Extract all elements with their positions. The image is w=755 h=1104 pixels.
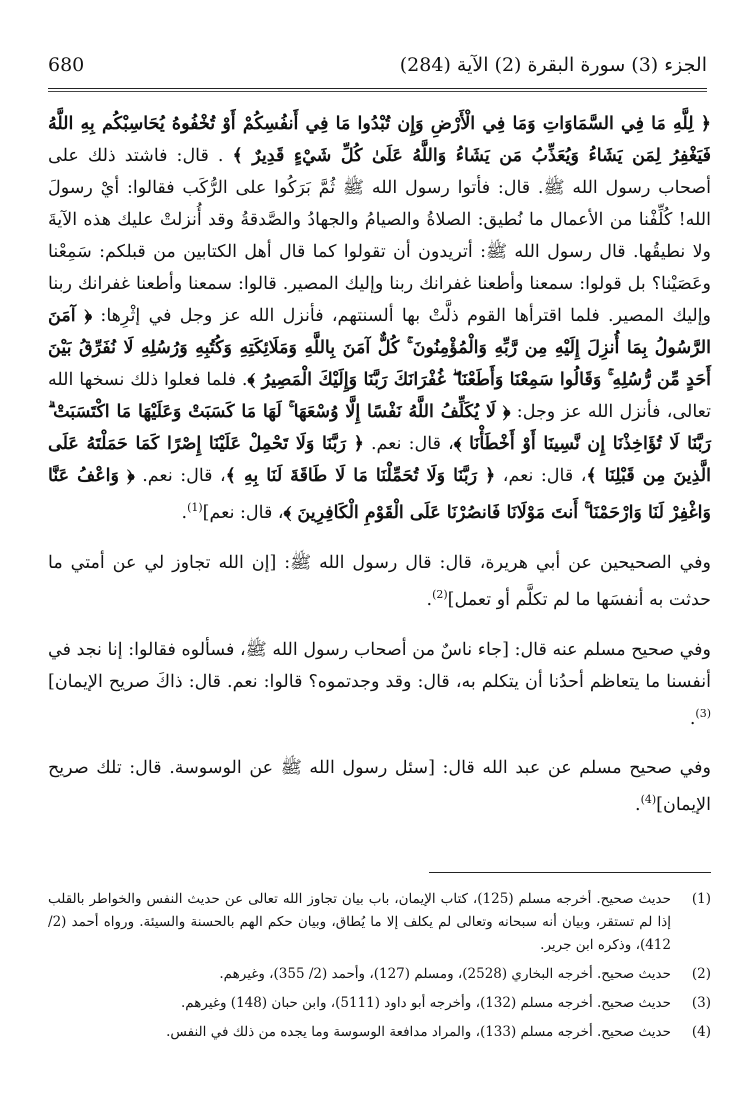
page-header xyxy=(48,54,707,84)
narration-text: ، قال: نعم. xyxy=(134,466,226,486)
footnote-text: حديث صحيح. أخرجه البخاري (2528)، ومسلم (127)، وأحمد (2/ 355)، وغيرهم. xyxy=(219,966,671,982)
paragraph-3 xyxy=(48,634,711,735)
quran-verse: ﴿ آمَنَ الرَّسُولُ بِمَا أُنزِلَ إِلَيْهِ مِن رَّبِّهِ وَالْمُؤْمِنُونَ ۚ كُلٌّ آمَنَ بِاللَّهِ وَمَلَائِكَتِهِ وَكُتُبِهِ وَرُسُلِهِ لَا نُفَرِّقُ بَيْنَ أَحَدٍ مِّن رُّسُلِهِ ۚ وَقَالُوا سَمِعْنَا وَأَطَعْنَا ۖ غُفْرَانَكَ رَبَّنَا وَإِلَيْكَ الْمَصِيرُ ﴾ xyxy=(48,306,711,390)
main-text xyxy=(48,108,711,839)
header-rule-thin xyxy=(48,91,707,92)
footnote xyxy=(48,963,711,986)
footnote-number: (4) xyxy=(691,1024,711,1040)
footnote-number: (3) xyxy=(691,995,711,1011)
paragraph-2 xyxy=(48,547,711,616)
paragraph-text: وفي صحيح مسلم عنه قال: [جاء ناسٌ من أصحاب رسول الله ﷺ، فسألوه فقالوا: إنا نجد في أنفسنا ما يتعاظم أحدُنا أن يتكلم به، قال: وقد وجدتموه؟ قالوا: نعم. قال: ذاكَ صريح الإيمان] xyxy=(48,639,711,692)
period: . xyxy=(689,708,696,729)
footnote-number: (2) xyxy=(691,966,711,982)
footnotes xyxy=(48,888,711,1050)
footnote-text: حديث صحيح. أخرجه مسلم (132)، وأخرجه أبو داود (5111)، وابن حبان (148) وغيرهم. xyxy=(181,995,671,1011)
running-title: الجزء (3) سورة البقرة (2) الآية (284) xyxy=(399,54,707,76)
narration-text: ، قال: نعم] xyxy=(202,502,284,523)
footnote-number: (1) xyxy=(691,891,711,907)
footnote-ref: (3) xyxy=(695,706,711,720)
quran-verse: ﴿ رَبَّنَا وَلَا تُحَمِّلْنَا مَا لَا طَاقَةَ لَنَا بِهِ ﴾ xyxy=(225,466,496,486)
narration-text: ، قال: نعم. xyxy=(363,434,454,454)
footnote-separator xyxy=(429,872,711,873)
quran-verse: ﴿ لَا يُكَلِّفُ اللَّهُ نَفْسًا إِلَّا وُسْعَهَا ۚ لَهَا مَا كَسَبَتْ وَعَلَيْهَا مَا اكْتَسَبَتْ ۗ رَبَّنَا لَا تُؤَاخِذْنَا إِن نَّسِينَا أَوْ أَخْطَأْنَا ﴾ xyxy=(48,402,711,454)
footnote xyxy=(48,992,711,1015)
narration-text: . فلما فعلوا ذلك نسخها الله تعالى، فأنزل الله عز وجل: xyxy=(48,370,711,422)
paragraph-1 xyxy=(48,108,711,529)
footnote-text: حديث صحيح. أخرجه مسلم (125)، كتاب الإيمان، باب بيان تجاوز الله تعالى عن حديث النفس والخواطر بالقلب إذا لم تستقر، وبيان أنه سبحانه وتعالى لم يكلف إلا ما يُطاق، وبيان حكم الهم بالحسنة والسيئة. ورواه أحمد (2/ 412)، وذكره ابن جرير. xyxy=(48,891,671,953)
footnote-ref: (2) xyxy=(432,587,448,601)
footnote-ref: (4) xyxy=(640,793,657,807)
quran-verse: ﴿ لِلَّهِ مَا فِي السَّمَاوَاتِ وَمَا فِي الْأَرْضِ وَإِن تُبْدُوا مَا فِي أَنفُسِكُمْ أَوْ تُخْفُوهُ يُحَاسِبْكُم بِهِ اللَّهُ فَيَغْفِرُ لِمَن يَشَاءُ وَيُعَذِّبُ مَن يَشَاءُ وَاللَّهُ عَلَىٰ كُلِّ شَيْءٍ قَدِيرٌ ﴾ xyxy=(48,114,711,166)
footnote xyxy=(48,888,711,957)
narration-text: ، قال: نعم، xyxy=(495,466,587,486)
period: . xyxy=(181,502,188,523)
paragraph-text: وفي صحيح مسلم عن عبد الله قال: [سئل رسول الله ﷺ عن الوسوسة. قال: تلك صريح الإيمان] xyxy=(48,758,711,816)
footnote xyxy=(48,1021,711,1044)
period: . xyxy=(426,589,433,610)
footnote-ref: (1) xyxy=(187,501,203,514)
page-number: 680 xyxy=(48,54,85,76)
paragraph-text: وفي الصحيحين عن أبي هريرة، قال: قال رسول الله ﷺ: [إن الله تجاوز لي عن أمتي ما حدثت به أنفسَها ما لم تكلَّم أو تعمل] xyxy=(48,552,711,610)
quran-verse: ﴿ وَاعْفُ عَنَّا وَاغْفِرْ لَنَا وَارْحَمْنَا ۚ أَنتَ مَوْلَانَا فَانصُرْنَا عَلَى الْقَوْمِ الْكَافِرِينَ ﴾ xyxy=(48,466,711,523)
header-rule xyxy=(48,88,707,89)
period: . xyxy=(634,795,641,816)
footnote-text: حديث صحيح. أخرجه مسلم (133)، والمراد مدافعة الوسوسة وما يجده من ذلك في النفس. xyxy=(166,1024,671,1040)
quran-verse: ﴿ رَبَّنَا وَلَا تَحْمِلْ عَلَيْنَا إِصْرًا كَمَا حَمَلْتَهُ عَلَى الَّذِينَ مِن قَبْلِنَا ﴾ xyxy=(48,434,711,486)
paragraph-4 xyxy=(48,752,711,821)
narration-text: . قال: فاشتد ذلك على أصحاب رسول الله ﷺ. قال: فأتوا رسول الله ﷺ ثُمَّ بَرَكُوا على الرُّكَب فقالوا: أيْ رسولَ الله! كُلِّفْنا من الأعمال ما نُطيق: الصلاةُ والصيامُ والجهادُ والصَّدقةُ وقد أُنزلتْ عليك هذه الآيةَ ولا نطيقُها. قال رسول الله ﷺ: أتريدون أن تقولوا كما قال أهل الكتابين من قبلكم: سَمِعْنا وعَصَيْنا؟ بل قولوا: سمعنا وأطعنا غفرانك ربنا وإليك المصير. قالوا: سمعنا وأطعنا غفرانك ربنا وإليك المصير. فلما اقترأها القوم ذلَّتْ بها ألسنتهم، فأنزل الله عز وجل في إثْرِها: xyxy=(48,146,712,326)
